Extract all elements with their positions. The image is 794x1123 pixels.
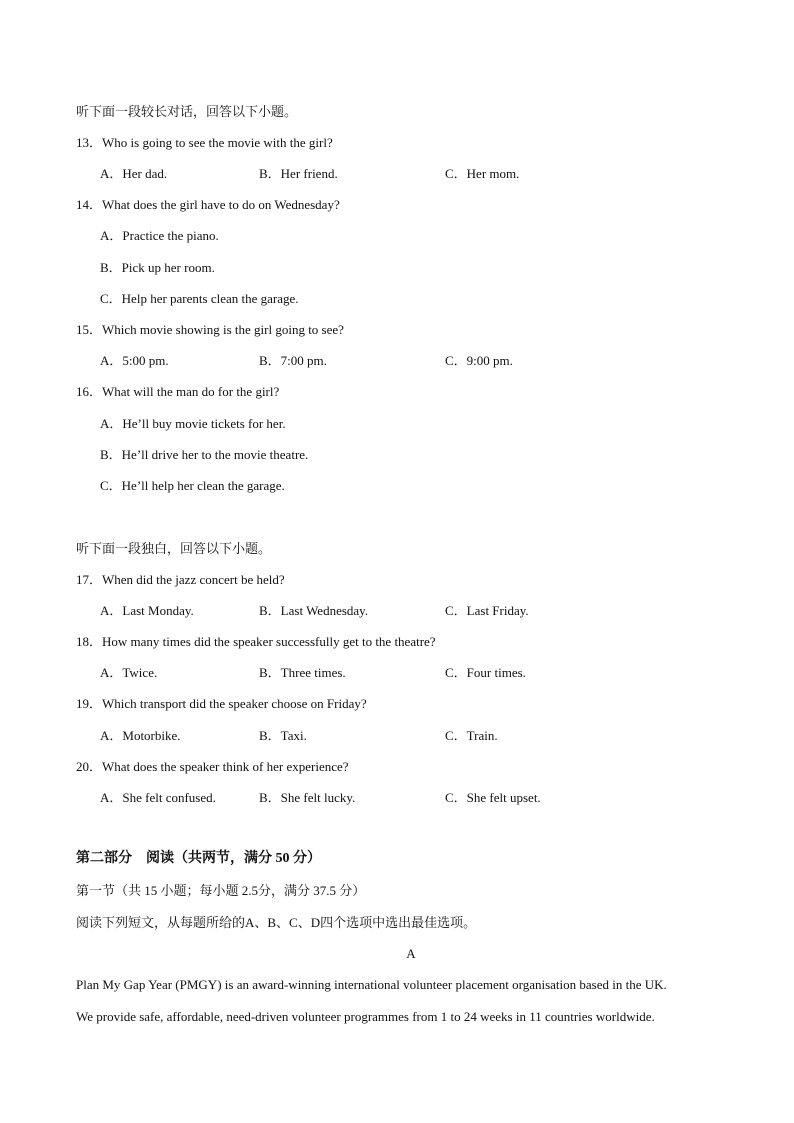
option-c: C．Train. [445,728,498,743]
option-c: C．Help her parents clean the garage. [100,291,299,306]
option-a: A．Twice. [100,665,158,680]
option-c: C．She felt upset. [445,790,541,805]
option-b: B．Three times. [259,665,346,680]
option-a: A．She felt confused. [100,790,216,805]
question-20: 20．What does the speaker think of her experience? [76,759,349,774]
option-c: C．Her mom. [445,166,520,181]
paragraph-line: We provide safe, affordable, need-driven volunteer programmes from 1 to 24 weeks in 11 countries worldwide. [76,1009,655,1024]
option-a: A．5:00 pm. [100,353,169,368]
reading-instruction: 阅读下列短文，从每题所给的A、B、C、D四个选项中选出最佳选项。 [76,915,477,930]
paragraph-line: Plan My Gap Year (PMGY) is an award-winning international volunteer placement organisation based in the UK. [76,977,667,992]
question-14: 14．What does the girl have to do on Wednesday? [76,197,340,212]
option-b: B．Last Wednesday. [259,603,369,618]
option-b: B．He’ll drive her to the movie theatre. [100,447,309,462]
passage-label: A [406,946,416,961]
option-a: A．Her dad. [100,166,168,181]
option-a: A．Motorbike. [100,728,181,743]
option-b: B．7:00 pm. [259,353,327,368]
part-heading: 第二部分 阅读（共两节，满分 50 分） [76,851,321,866]
question-17: 17．When did the jazz concert be held? [76,572,285,587]
option-b: B．She felt lucky. [259,790,356,805]
question-19: 19．Which transport did the speaker choose on Friday? [76,696,367,711]
option-c: C．Four times. [445,665,526,680]
option-c: C．He’ll help her clean the garage. [100,478,285,493]
option-c: C．Last Friday. [445,603,529,618]
option-c: C．9:00 pm. [445,353,513,368]
question-15: 15．Which movie showing is the girl going to see? [76,322,344,337]
option-b: B．Taxi. [259,728,307,743]
section-intro: 听下面一段独白，回答以下小题。 [76,541,272,556]
question-13: 13．Who is going to see the movie with the girl? [76,135,333,150]
option-b: B．Pick up her room. [100,260,215,275]
question-16: 16．What will the man do for the girl? [76,384,280,399]
section-subheading: 第一节（共 15 小题；每小题 2.5分，满分 37.5 分） [76,883,366,898]
option-a: A．Last Monday. [100,603,194,618]
option-b: B．Her friend. [259,166,338,181]
question-18: 18．How many times did the speaker successfully get to the theatre? [76,634,436,649]
section-intro: 听下面一段较长对话，回答以下小题。 [76,104,298,119]
option-a: A．Practice the piano. [100,228,219,243]
option-a: A．He’ll buy movie tickets for her. [100,416,286,431]
